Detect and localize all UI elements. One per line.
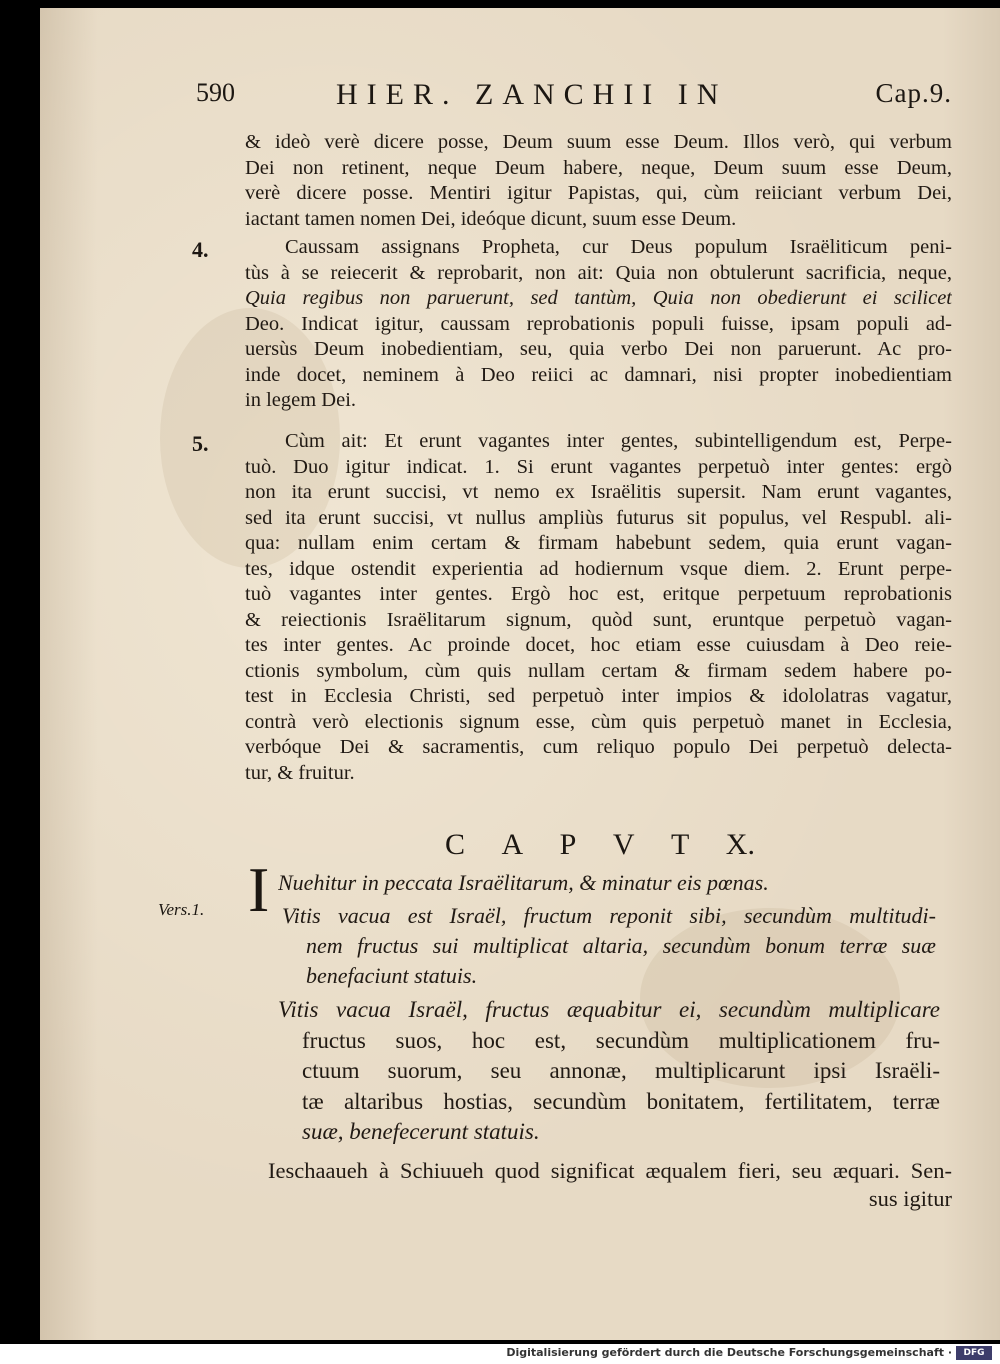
- heading-letter: A: [501, 828, 524, 861]
- margin-number-4: 4.: [192, 237, 209, 262]
- drop-initial: I: [248, 854, 270, 925]
- heading-letter: T: [670, 828, 690, 861]
- text-line: tæ altaribus hostias, secundùm bonitatem, fertilitatem, terræ: [302, 1088, 940, 1114]
- text-line: Vitis vacua est Israël, fructum reponit sibi, secundùm multitudi-: [282, 903, 936, 928]
- text-line: tur, & fruitur.: [245, 761, 355, 784]
- text-line: Ieschaaueh à Schiuueh quod significat æqualem fieri, seu æquari. Sen-: [268, 1158, 952, 1183]
- text-line: non ita erunt succisi, vt nemo ex Israëlitis supersit. Nam erunt vagantes,: [245, 481, 952, 503]
- text-line: in legem Dei.: [245, 389, 357, 411]
- paragraph-continuation: [245, 130, 952, 232]
- text-line: inde docet, neminem à Deo reiici ac damnari, nisi propter inobedientiam: [245, 363, 952, 386]
- footer-credit: Digitalisierung gefördert durch die Deutsche Forschungsgemeinschaft ·: [506, 1346, 952, 1359]
- text-line: & ideò verè dicere posse, Deum suum esse Deum. Illos verò, qui verbum: [245, 131, 952, 153]
- text-line: tes, idque ostendit experientia ad hodiernum vsque diem. 2. Erunt perpe-: [245, 557, 952, 580]
- paragraph-4: [245, 235, 952, 414]
- text-line: Nuehitur in peccata Israëlitarum, & minatur eis pœnas.: [278, 870, 769, 895]
- text-line: Cùm ait: Et erunt vagantes inter gentes, subintelligendum est, Perpe-: [285, 430, 952, 452]
- paragraph-5: [245, 429, 952, 786]
- text-line: fructus suos, hoc est, secundùm multiplicationem fru-: [302, 1027, 940, 1053]
- text-line: qua: nullam enim certam & firmam habebunt sedem, quia erunt vagan-: [245, 532, 952, 554]
- text-line: benefaciunt statuis.: [306, 963, 478, 988]
- text-line: sed ita erunt succisi, vt nullus ampliùs futurus sit populus, vel Respubl. ali-: [245, 506, 952, 529]
- text-line: tuò vagantes inter gentes. Ergò hoc est, eritque perpetuum reprobationis: [245, 583, 952, 605]
- text-line: & reiectionis Israëlitarum signum, quòd sunt, eruntque perpetuò vagan-: [245, 608, 952, 631]
- text-line: test in Ecclesia Christi, sed perpetuò inter impios & idololatras vagatur,: [245, 685, 952, 707]
- running-title: HIER. ZANCHII IN: [336, 78, 728, 111]
- heading-letter: C: [445, 828, 466, 861]
- text-line: ctionis symbolum, cùm quis nullam certam & firmam sedem habere po-: [245, 659, 952, 682]
- heading-letter: V: [612, 828, 635, 861]
- heading-letter: P: [559, 828, 577, 861]
- text-line: tuò. Duo igitur indicat. 1. Si erunt vagantes perpetuò inter gentes: ergò: [245, 455, 952, 478]
- margin-number-5: 5.: [192, 431, 209, 456]
- text-line: nem fructus sui multiplicat altaria, secundùm bonum terræ suæ: [306, 933, 936, 958]
- verse-marker: Vers.1.: [158, 900, 205, 919]
- text-line: ctuum suorum, seu annonæ, multiplicarunt ipsi Israëli-: [302, 1058, 940, 1083]
- text-line: Quia regibus non paruerunt, sed tantùm, Quia non obedierunt ei scilicet: [245, 287, 952, 309]
- text-line: tùs à se reiecerit & reprobarit, non ait: Quia non obtulerunt sacrificia, neque,: [245, 261, 952, 284]
- dfg-logo: DFG: [956, 1346, 992, 1360]
- commentary-text: [268, 1157, 952, 1213]
- digitization-footer: [0, 1344, 1000, 1364]
- chapter-label: Cap.9.: [875, 78, 952, 108]
- text-line: Caussam assignans Propheta, cur Deus populum Israëliticum peni-: [285, 236, 952, 258]
- text-line: verè dicere posse. Mentiri igitur Papistas, qui, cùm reiiciant verbum Dei,: [245, 182, 952, 204]
- verse-translation: [278, 995, 940, 1148]
- running-header: [196, 78, 960, 118]
- text-line: contrà verò electionis signum esse, cùm quis perpetuò manet in Ecclesia,: [245, 710, 952, 733]
- chapter-summary: [278, 870, 838, 896]
- heading-letter: X.: [725, 828, 755, 861]
- text-line: Deo. Indicat igitur, caussam reprobationis populi fuisse, ipsam populi ad-: [245, 312, 952, 335]
- chapter-heading: [445, 828, 755, 862]
- text-line: Vitis vacua Israël, fructus æquabitur ei, secundùm multiplicare: [278, 997, 940, 1022]
- page-number: 590: [196, 78, 235, 107]
- text-line: Dei non retinent, neque Deum habere, neque, Deum suum esse Deum,: [245, 156, 952, 179]
- text-line: tes inter gentes. Ac proinde docet, hoc etiam esse cuiusdam à Deo reie-: [245, 634, 952, 656]
- verse-text: [282, 901, 936, 991]
- text-line: verbóque Dei & sacramentis, cum reliquo populo Dei perpetuò delecta-: [245, 736, 952, 758]
- text-line: uersùs Deum inobedientiam, seu, quia verbo Dei non paruerunt. Ac pro-: [245, 338, 952, 360]
- text-line: iactant tamen nomen Dei, ideóque dicunt, suum esse Deum.: [245, 207, 737, 230]
- text-line: suæ, benefecerunt statuis.: [302, 1119, 540, 1144]
- catchword: sus igitur: [868, 1186, 952, 1211]
